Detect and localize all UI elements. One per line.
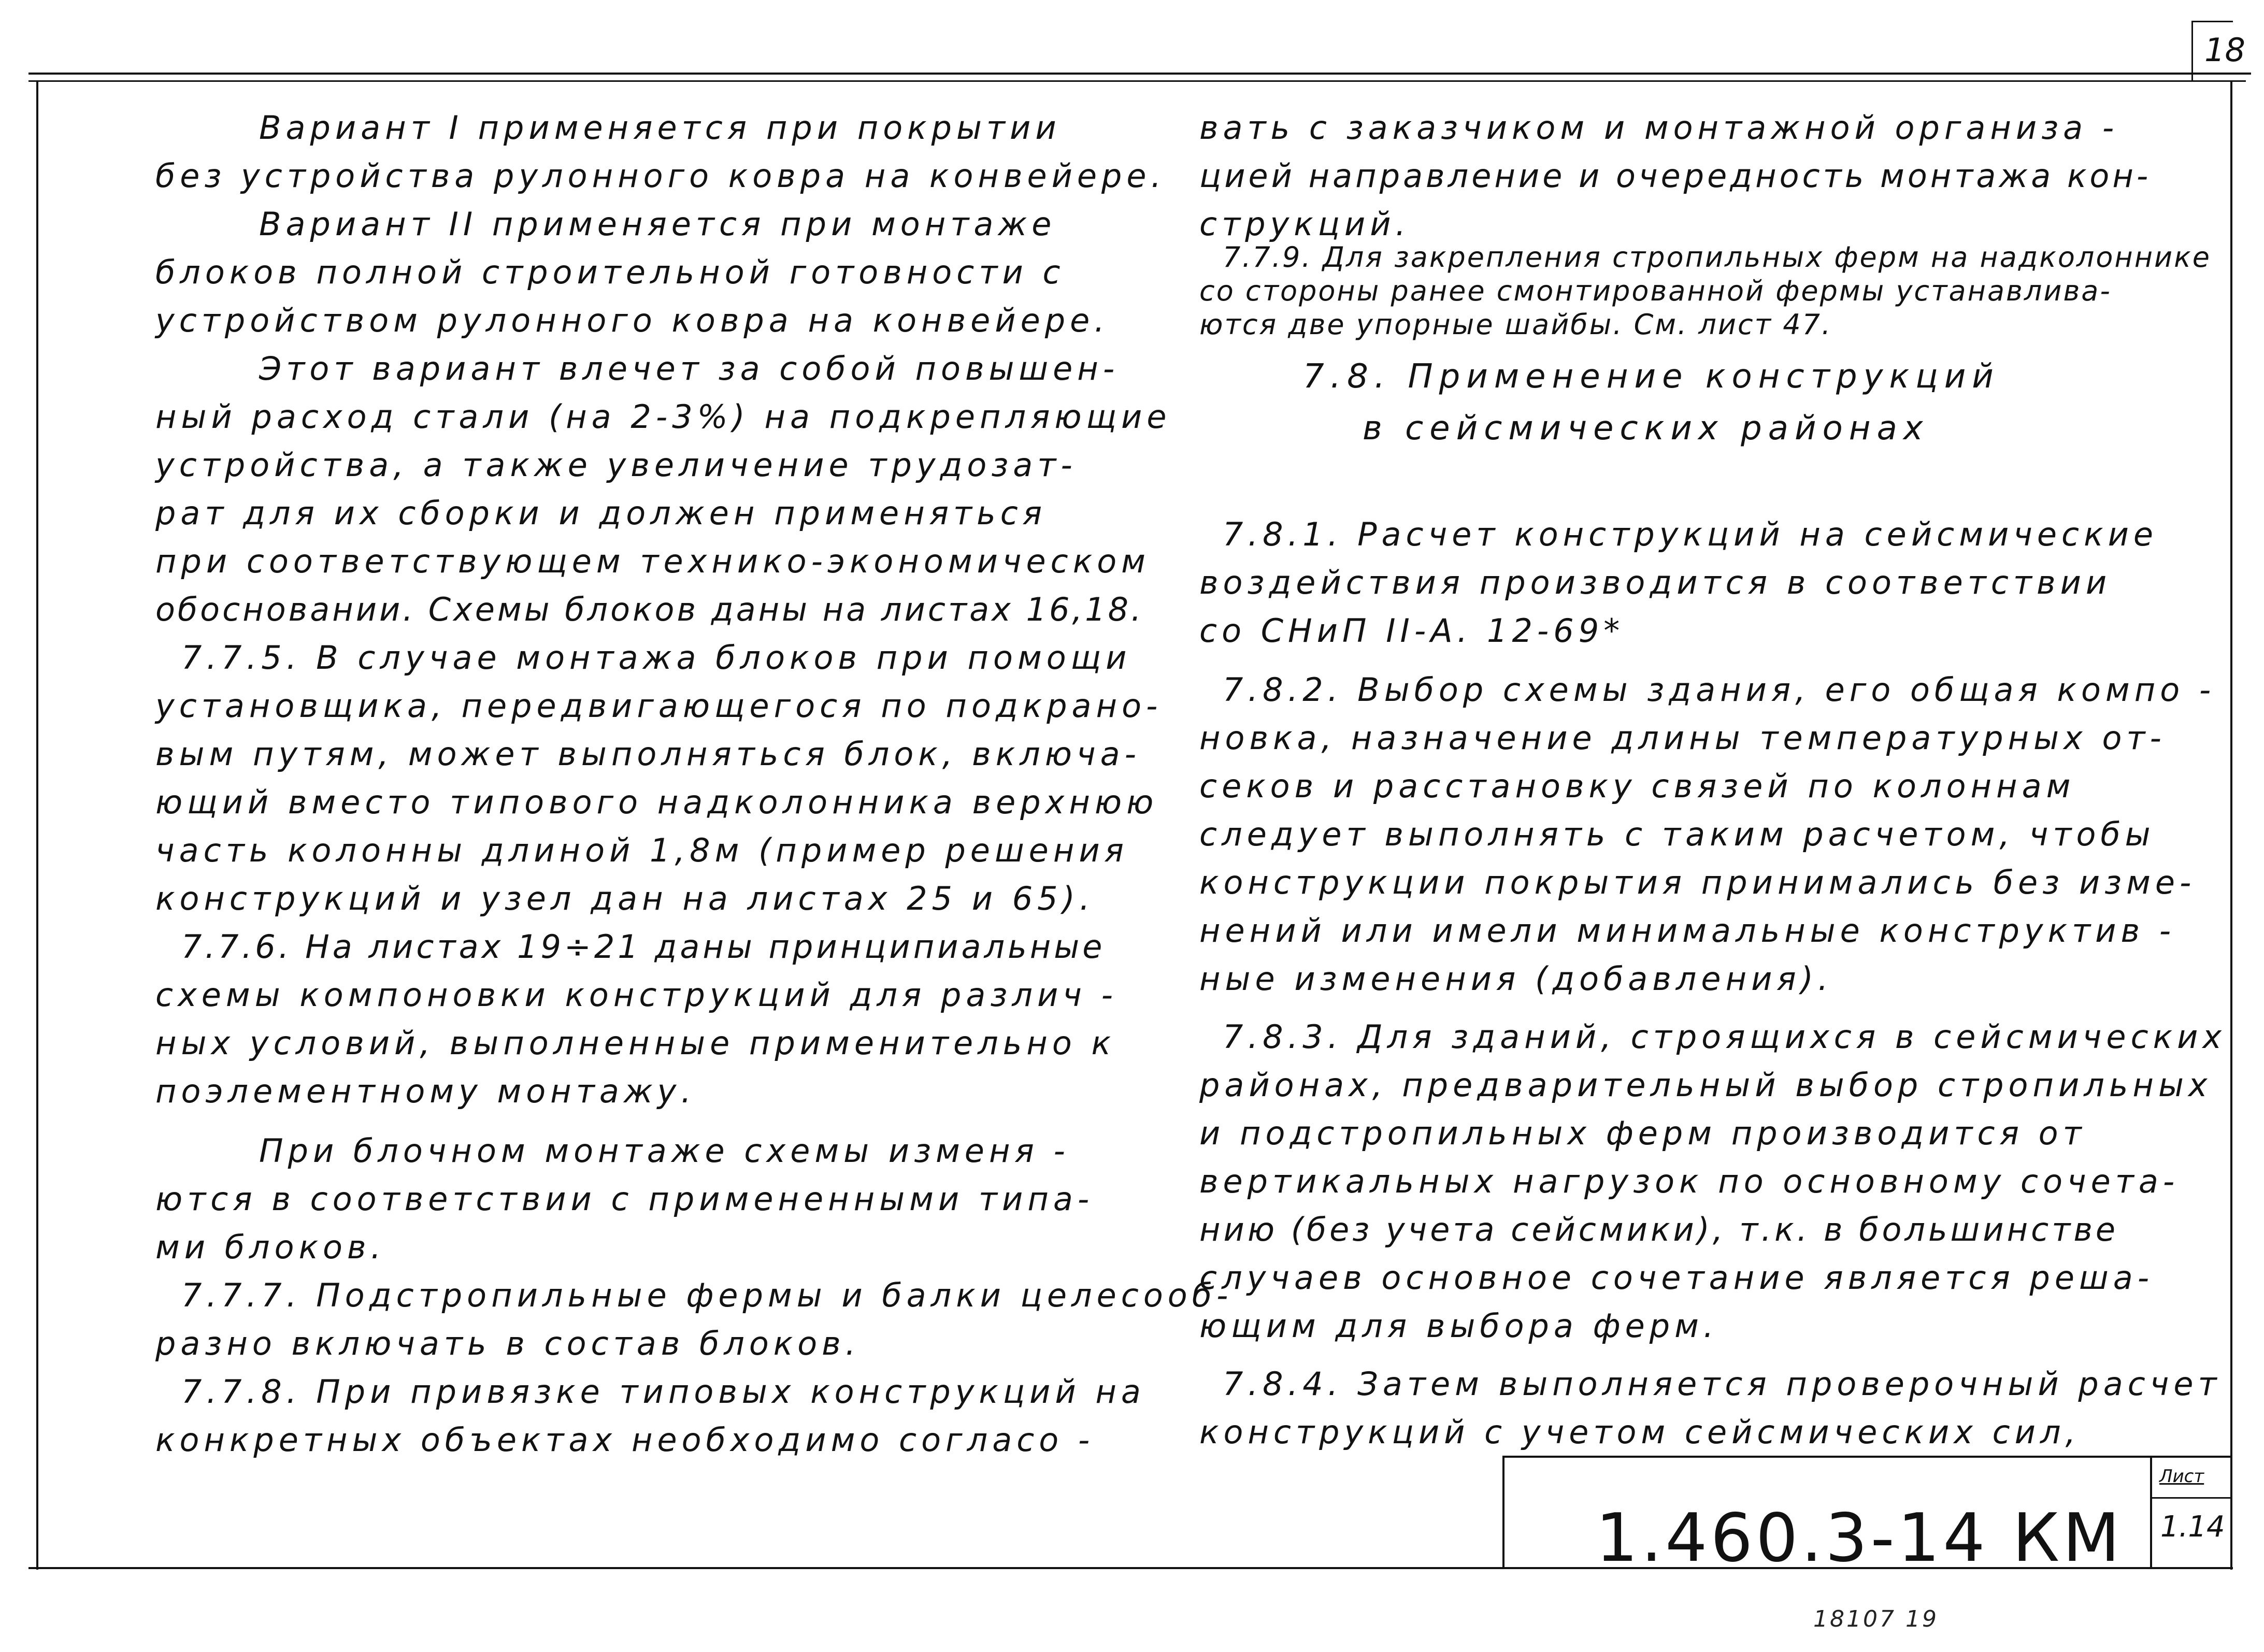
text-line: новка, назначение длины температурных от- bbox=[1199, 719, 2166, 757]
text-line: ный расход стали (на 2-3%) на подкрепляющие bbox=[155, 398, 1171, 436]
text-line: обосновании. Схемы блоков даны на листах 16,18. bbox=[155, 591, 1144, 628]
text-line: вертикальных нагрузок по основному сочета- bbox=[1199, 1162, 2180, 1200]
text-line: при соответствующем технико-экономическом bbox=[155, 542, 1150, 580]
text-line: секов и расстановку связей по колоннам bbox=[1199, 767, 2075, 805]
text-line: ющий вместо типового надколонника верхнюю bbox=[155, 783, 1158, 821]
text-line: вать с заказчиком и монтажной организа - bbox=[1199, 109, 2119, 147]
text-line: 7.7.7. Подстропильные фермы и балки целесооб- bbox=[181, 1276, 1233, 1314]
text-line: струкций. bbox=[1199, 205, 1411, 243]
text-line: со СНиП II-А. 12-69* bbox=[1199, 612, 1625, 650]
text-line: без устройства рулонного ковра на конвейере. bbox=[155, 157, 1166, 195]
text-line: ные изменения (добавления). bbox=[1199, 960, 1833, 998]
title-block-top bbox=[1502, 1456, 2230, 1458]
text-line: 7.7.5. В случае монтажа блоков при помощи bbox=[181, 639, 1131, 677]
text-line: со стороны ранее смонтированной фермы устанавлива- bbox=[1199, 275, 2112, 307]
text-line: схемы компоновки конструкций для различ - bbox=[155, 976, 1117, 1014]
text-line: конкретных объектах необходимо согласо - bbox=[155, 1421, 1095, 1459]
right-frame-line bbox=[2230, 80, 2232, 1570]
text-line: Этот вариант влечет за собой повышен- bbox=[259, 350, 1120, 387]
text-line: и подстропильных ферм производится от bbox=[1199, 1114, 2086, 1152]
text-line: устройством рулонного ковра на конвейере. bbox=[155, 301, 1109, 339]
text-line: конструкций и узел дан на листах 25 и 65). bbox=[155, 880, 1095, 917]
text-line: Вариант I применяется при покрытии bbox=[259, 109, 1061, 147]
text-line: установщика, передвигающегося по подкрано- bbox=[155, 687, 1163, 725]
text-line: вым путям, может выполняться блок, включа- bbox=[155, 735, 1141, 773]
text-line: Вариант II применяется при монтаже bbox=[259, 205, 1056, 243]
text-line: блоков полной строительной готовности с bbox=[155, 253, 1065, 291]
text-line: поэлементному монтажу. bbox=[155, 1072, 696, 1110]
text-line: нений или имели минимальные конструктив - bbox=[1199, 912, 2176, 950]
title-block-divider bbox=[2150, 1456, 2152, 1567]
page-number-box-top bbox=[2191, 21, 2233, 22]
text-line: рат для их сборки и должен применяться bbox=[155, 494, 1047, 532]
text-line: воздействия производится в соответствии bbox=[1199, 564, 2112, 601]
section-heading: в сейсмических районах bbox=[1363, 409, 1929, 448]
text-line: 7.8.3. Для зданий, строящихся в сейсмических bbox=[1223, 1018, 2227, 1056]
top-frame-line bbox=[28, 73, 2251, 75]
text-line: нию (без учета сейсмики), т.к. в большинстве bbox=[1199, 1211, 2119, 1248]
sheet-label: Лист bbox=[2159, 1466, 2204, 1487]
text-line: 7.8.1. Расчет конструкций на сейсмические bbox=[1223, 515, 2158, 553]
text-line: конструкции покрытия принимались без изме- bbox=[1199, 864, 2196, 901]
text-line: 7.8.2. Выбор схемы здания, его общая компо - bbox=[1223, 671, 2216, 709]
document-code: 1.460.3-14 КМ bbox=[1596, 1500, 2123, 1577]
page-number-box-left bbox=[2191, 21, 2193, 80]
text-line: 7.7.9. Для закрепления стропильных ферм на надколоннике bbox=[1223, 241, 2211, 274]
left-frame-line bbox=[36, 80, 38, 1570]
text-line: 7.7.8. При привязке типовых конструкций на bbox=[181, 1373, 1145, 1411]
sheet-label-divider bbox=[2150, 1497, 2230, 1499]
page-number: 18 bbox=[2204, 31, 2245, 69]
text-line: ющим для выбора ферм. bbox=[1199, 1307, 1718, 1345]
text-line: часть колонны длиной 1,8м (пример решения bbox=[155, 831, 1128, 869]
text-line: случаев основное сочетание является реша- bbox=[1199, 1259, 2154, 1297]
sheet-number: 1.14 bbox=[2160, 1510, 2225, 1544]
top-frame-line-inner bbox=[28, 80, 2246, 82]
text-line: разно включать в состав блоков. bbox=[155, 1325, 861, 1362]
text-line: конструкций с учетом сейсмических сил, bbox=[1199, 1413, 2081, 1451]
text-line: 7.7.6. На листах 19÷21 даны принципиальные bbox=[181, 928, 1106, 966]
text-line: ных условий, выполненные применительно к bbox=[155, 1024, 1115, 1062]
archive-stamp: 18107 19 bbox=[1813, 1606, 1939, 1632]
text-line: ми блоков. bbox=[155, 1228, 386, 1266]
text-line: 7.8.4. Затем выполняется проверочный расчет bbox=[1223, 1365, 2222, 1403]
text-line: цией направление и очередность монтажа кон- bbox=[1199, 157, 2152, 195]
text-line: устройства, а также увеличение трудозат- bbox=[155, 446, 1077, 484]
title-block-left bbox=[1502, 1456, 1504, 1567]
section-heading: 7.8. Применение конструкций bbox=[1303, 357, 2000, 396]
text-line: районах, предварительный выбор стропильных bbox=[1199, 1066, 2212, 1104]
text-line: ются две упорные шайбы. См. лист 47. bbox=[1199, 308, 1832, 341]
text-line: следует выполнять с таким расчетом, чтобы bbox=[1199, 815, 2155, 853]
text-line: ются в соответствии с примененными типа- bbox=[155, 1180, 1094, 1218]
text-line: При блочном монтаже схемы изменя - bbox=[259, 1132, 1070, 1170]
